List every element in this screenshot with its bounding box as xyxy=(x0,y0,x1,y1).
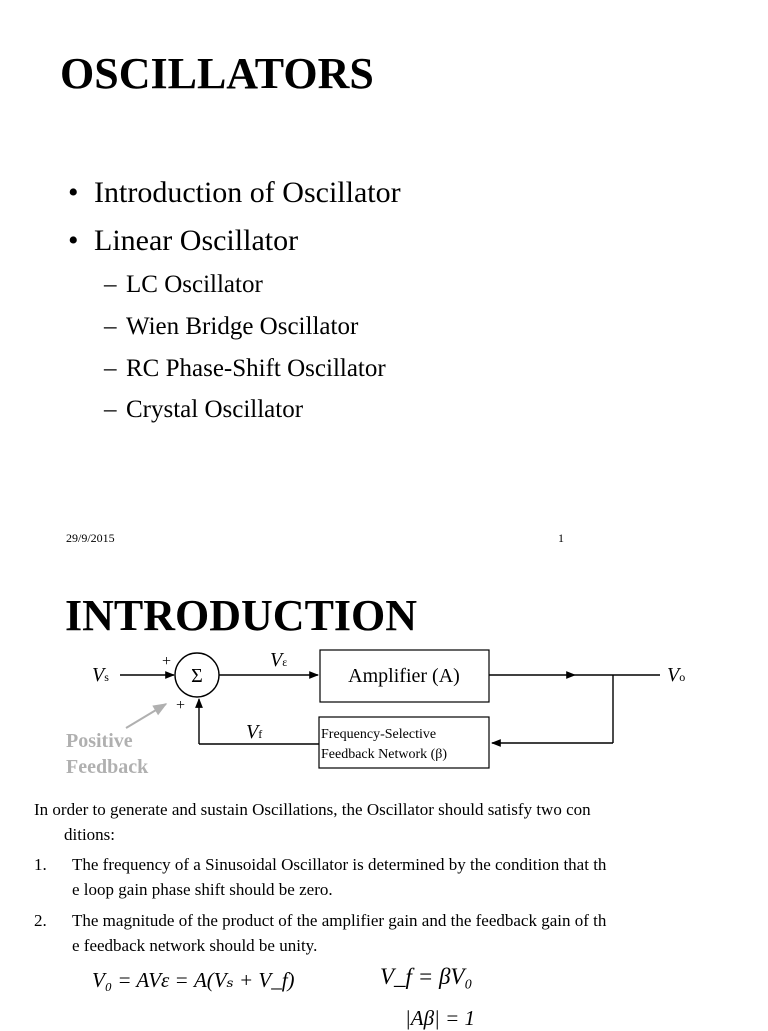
output-signal-label: Vo xyxy=(667,664,686,686)
feedback-network-label-1: Frequency-Selective xyxy=(321,727,437,742)
sub-bullet-text: Crystal Oscillator xyxy=(126,396,304,423)
sub-bullet-text: Wien Bridge Oscillator xyxy=(126,313,359,340)
input-signal-label: Vs xyxy=(92,664,109,686)
feedback-network-label-2: Feedback Network (β) xyxy=(321,747,448,762)
bullet-item xyxy=(68,226,298,256)
bullet-text: Linear Oscillator xyxy=(94,224,299,257)
bullet-text: Introduction of Oscillator xyxy=(94,176,401,209)
bullet-icon: • xyxy=(68,224,79,257)
positive-feedback-note-1: Positive xyxy=(66,730,133,752)
condition-text: e feedback network should be unity. xyxy=(72,936,318,955)
sub-bullet-text: RC Phase-Shift Oscillator xyxy=(126,355,386,382)
dash-icon: – xyxy=(104,271,117,298)
positive-feedback-note-2: Feedback xyxy=(66,756,149,778)
dash-icon: – xyxy=(104,396,117,423)
feedback-signal-label: Vf xyxy=(246,721,263,743)
slide2-title: INTRODUCTION xyxy=(65,591,418,640)
sub-bullet-item xyxy=(104,397,303,422)
equation-barkhausen: |Aβ| = 1 xyxy=(405,1006,476,1030)
condition-text: The magnitude of the product of the amplifier gain and the feedback gain of th xyxy=(72,911,607,930)
condition-number: 1. xyxy=(34,855,47,874)
plus-sign-top: + xyxy=(162,653,172,670)
condition-number: 2. xyxy=(34,911,47,930)
dash-icon: – xyxy=(104,313,117,340)
condition-text: e loop gain phase shift should be zero. xyxy=(72,880,333,899)
intro-line-2: ditions: xyxy=(64,825,116,844)
plus-sign-bottom: + xyxy=(176,697,186,714)
sub-bullet-text: LC Oscillator xyxy=(126,271,263,298)
amplifier-label: Amplifier (A) xyxy=(348,665,460,687)
positive-feedback-pointer xyxy=(126,704,166,728)
intro-line-1: In order to generate and sustain Oscillations, the Oscillator should satisfy two con xyxy=(34,800,591,819)
dash-icon: – xyxy=(104,355,117,382)
bullet-item xyxy=(68,178,401,208)
feedback-block-diagram xyxy=(0,640,768,790)
condition-text: The frequency of a Sinusoidal Oscillator is determined by the condition that th xyxy=(72,855,607,874)
slide-page-number: 1 xyxy=(558,531,564,545)
bullet-icon: • xyxy=(68,176,79,209)
equation-output: V₀ = AVε = A(Vₛ + V_f) xyxy=(92,968,295,992)
slide1-title: OSCILLATORS xyxy=(60,49,374,98)
error-signal-label: Vε xyxy=(270,649,288,671)
slide-date: 29/9/2015 xyxy=(66,531,115,545)
sigma-icon: Σ xyxy=(191,665,203,687)
sub-bullet-item xyxy=(104,272,263,297)
equation-feedback: V_f = βV₀ xyxy=(380,964,473,989)
sub-bullet-item xyxy=(104,356,386,381)
sub-bullet-item xyxy=(104,314,358,339)
